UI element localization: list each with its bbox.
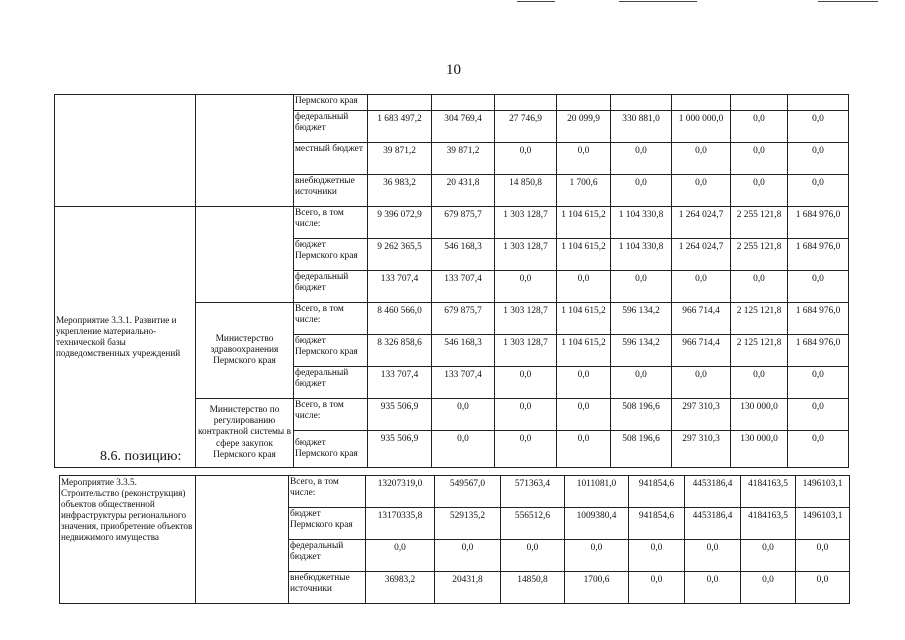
value-cell: 1 684 976,0 [788, 239, 849, 271]
row-label: бюджет Пермского края [294, 335, 368, 367]
value-cell: 0,0 [611, 175, 672, 207]
value-cell: 0,0 [788, 431, 849, 468]
value-cell: 508 196,6 [611, 431, 672, 468]
value-cell: 1 683 497,2 [368, 111, 432, 143]
value-cell: 130 000,0 [731, 431, 788, 468]
value-cell: 4453186,4 [685, 476, 741, 508]
value-cell: 935 506,9 [368, 399, 432, 431]
value-cell: 0,0 [788, 271, 849, 303]
value-cell: 1 684 976,0 [788, 335, 849, 367]
value-cell: 0,0 [432, 431, 495, 468]
value-cell: 0,0 [629, 540, 685, 572]
value-cell: 4184163,5 [741, 476, 796, 508]
value-cell: 966 714,4 [672, 303, 731, 335]
value-cell: 13170335,8 [366, 508, 435, 540]
value-cell: 14850,8 [501, 572, 565, 604]
empty-cell [368, 95, 432, 111]
value-cell: 20 099,9 [557, 111, 611, 143]
value-cell: 1 104 330,8 [611, 239, 672, 271]
value-cell: 966 714,4 [672, 335, 731, 367]
value-cell: 27 746,9 [495, 111, 557, 143]
value-cell: 0,0 [788, 175, 849, 207]
section-heading: 8.6. позицию: [100, 449, 182, 464]
value-cell: 20431,8 [435, 572, 501, 604]
value-cell: 133 707,4 [368, 271, 432, 303]
value-cell: 36983,2 [366, 572, 435, 604]
empty-cell [495, 95, 557, 111]
value-cell: 1 264 024,7 [672, 239, 731, 271]
budget-table-2 [59, 475, 850, 604]
row-label: Всего, в том числе: [294, 207, 368, 239]
value-cell: 0,0 [495, 399, 557, 431]
value-cell: 0,0 [685, 572, 741, 604]
scan-mark [517, 1, 555, 2]
value-cell: 0,0 [557, 399, 611, 431]
value-cell: 9 262 365,5 [368, 239, 432, 271]
value-cell: 0,0 [495, 431, 557, 468]
value-cell: 20 431,8 [432, 175, 495, 207]
value-cell: 508 196,6 [611, 399, 672, 431]
value-cell: 596 134,2 [611, 335, 672, 367]
value-cell: 0,0 [672, 143, 731, 175]
value-cell: 0,0 [501, 540, 565, 572]
value-cell: 0,0 [788, 367, 849, 399]
value-cell: 0,0 [611, 143, 672, 175]
value-cell: 0,0 [672, 271, 731, 303]
value-cell: 1 104 330,8 [611, 207, 672, 239]
value-cell: 14 850,8 [495, 175, 557, 207]
value-cell: 36 983,2 [368, 175, 432, 207]
value-cell: 679 875,7 [432, 207, 495, 239]
table-row [55, 207, 849, 239]
value-cell: 1496103,1 [796, 508, 850, 540]
page-number: 10 [446, 62, 461, 78]
activity-cell-empty [55, 95, 196, 207]
value-cell: 1700,6 [565, 572, 629, 604]
value-cell: 2 255 121,8 [731, 239, 788, 271]
value-cell: 556512,6 [501, 508, 565, 540]
value-cell: 0,0 [557, 431, 611, 468]
empty-cell [432, 95, 495, 111]
empty-cell [611, 95, 672, 111]
value-cell: 549567,0 [435, 476, 501, 508]
value-cell: 133 707,4 [432, 271, 495, 303]
value-cell: 1009380,4 [565, 508, 629, 540]
value-cell: 935 506,9 [368, 431, 432, 468]
row-label: федеральный бюджет [294, 271, 368, 303]
activity-name: Мероприятие 3.3.5. Строительство (реконструкция) объектов общественной инфраструктуры регионального значения, приобретение объектов недвижимого имущества [60, 476, 196, 604]
row-label: Всего, в том числе: [294, 303, 368, 335]
value-cell: 1 104 615,2 [557, 239, 611, 271]
row-label: бюджет Пермского края [294, 431, 368, 468]
row-label: Всего, в том числе: [289, 476, 366, 508]
value-cell: 130 000,0 [731, 399, 788, 431]
value-cell: 1 303 128,7 [495, 303, 557, 335]
value-cell: 1 000 000,0 [672, 111, 731, 143]
row-label: бюджет Пермского края [289, 508, 366, 540]
value-cell: 297 310,3 [672, 431, 731, 468]
budget-table-1 [54, 94, 849, 468]
row-label: Всего, в том числе: [294, 399, 368, 431]
value-cell: 0,0 [611, 271, 672, 303]
value-cell: 330 881,0 [611, 111, 672, 143]
value-cell: 1496103,1 [796, 476, 850, 508]
value-cell: 0,0 [788, 399, 849, 431]
value-cell: 546 168,3 [432, 239, 495, 271]
value-cell: 0,0 [731, 111, 788, 143]
value-cell: 13207319,0 [366, 476, 435, 508]
value-cell: 1 264 024,7 [672, 207, 731, 239]
value-cell: 1 104 615,2 [557, 303, 611, 335]
value-cell: 0,0 [741, 540, 796, 572]
value-cell: 0,0 [432, 399, 495, 431]
value-cell: 9 396 072,9 [368, 207, 432, 239]
value-cell: 0,0 [557, 367, 611, 399]
row-label: федеральный бюджет [289, 540, 366, 572]
value-cell: 546 168,3 [432, 335, 495, 367]
value-cell: 0,0 [788, 143, 849, 175]
value-cell: 0,0 [731, 271, 788, 303]
value-cell: 0,0 [435, 540, 501, 572]
row-label: местный бюджет [294, 143, 368, 175]
value-cell: 1 303 128,7 [495, 335, 557, 367]
activity-name: Мероприятие 3.3.1. Развитие и укрепление материально-технической базы подведомственных учреждений [55, 207, 196, 468]
value-cell: 571363,4 [501, 476, 565, 508]
value-cell: 133 707,4 [432, 367, 495, 399]
value-cell: 0,0 [557, 271, 611, 303]
value-cell: 1 104 615,2 [557, 335, 611, 367]
value-cell: 0,0 [565, 540, 629, 572]
row-label: Пермского края [294, 95, 368, 111]
value-cell: 4184163,5 [741, 508, 796, 540]
empty-cell [788, 95, 849, 111]
value-cell: 0,0 [495, 271, 557, 303]
value-cell: 8 326 858,6 [368, 335, 432, 367]
value-cell: 0,0 [495, 367, 557, 399]
row-label: бюджет Пермского края [294, 239, 368, 271]
executor-health-ministry: Министерство здравоохранения Пермского края [196, 303, 294, 399]
value-cell: 0,0 [796, 572, 850, 604]
value-cell: 0,0 [495, 143, 557, 175]
value-cell: 1 104 615,2 [557, 207, 611, 239]
value-cell: 0,0 [366, 540, 435, 572]
value-cell: 0,0 [741, 572, 796, 604]
empty-cell [672, 95, 731, 111]
table-row [55, 95, 849, 111]
value-cell: 2 255 121,8 [731, 207, 788, 239]
value-cell: 529135,2 [435, 508, 501, 540]
value-cell: 297 310,3 [672, 399, 731, 431]
value-cell: 0,0 [685, 540, 741, 572]
value-cell: 1 684 976,0 [788, 207, 849, 239]
value-cell: 0,0 [629, 572, 685, 604]
value-cell: 0,0 [672, 367, 731, 399]
value-cell: 0,0 [731, 367, 788, 399]
value-cell: 941854,6 [629, 476, 685, 508]
value-cell: 0,0 [672, 175, 731, 207]
value-cell: 1 700,6 [557, 175, 611, 207]
value-cell: 4453186,4 [685, 508, 741, 540]
value-cell: 2 125 121,8 [731, 303, 788, 335]
value-cell: 8 460 566,0 [368, 303, 432, 335]
scan-mark [619, 1, 697, 2]
executor-cell-empty [196, 476, 289, 604]
value-cell: 0,0 [788, 111, 849, 143]
value-cell: 941854,6 [629, 508, 685, 540]
row-label: федеральный бюджет [294, 367, 368, 399]
value-cell: 1 303 128,7 [495, 207, 557, 239]
empty-cell [557, 95, 611, 111]
value-cell: 39 871,2 [368, 143, 432, 175]
row-label: внебюджетные источники [289, 572, 366, 604]
executor-contract-ministry: Министерство по регулированию контрактной системы в сфере закупок Пермского края [196, 399, 294, 468]
value-cell: 304 769,4 [432, 111, 495, 143]
executor-cell-empty [196, 95, 294, 207]
value-cell: 596 134,2 [611, 303, 672, 335]
value-cell: 0,0 [731, 143, 788, 175]
row-label: федеральный бюджет [294, 111, 368, 143]
value-cell: 679 875,7 [432, 303, 495, 335]
value-cell: 0,0 [731, 175, 788, 207]
empty-cell [731, 95, 788, 111]
value-cell: 2 125 121,8 [731, 335, 788, 367]
value-cell: 0,0 [611, 367, 672, 399]
row-label: внебюджетные источники [294, 175, 368, 207]
value-cell: 1 303 128,7 [495, 239, 557, 271]
value-cell: 1 684 976,0 [788, 303, 849, 335]
table-row [60, 476, 850, 508]
value-cell: 133 707,4 [368, 367, 432, 399]
value-cell: 0,0 [796, 540, 850, 572]
scan-mark [818, 1, 878, 2]
value-cell: 1011081,0 [565, 476, 629, 508]
value-cell: 39 871,2 [432, 143, 495, 175]
value-cell: 0,0 [557, 143, 611, 175]
executor-cell-empty [196, 207, 294, 303]
